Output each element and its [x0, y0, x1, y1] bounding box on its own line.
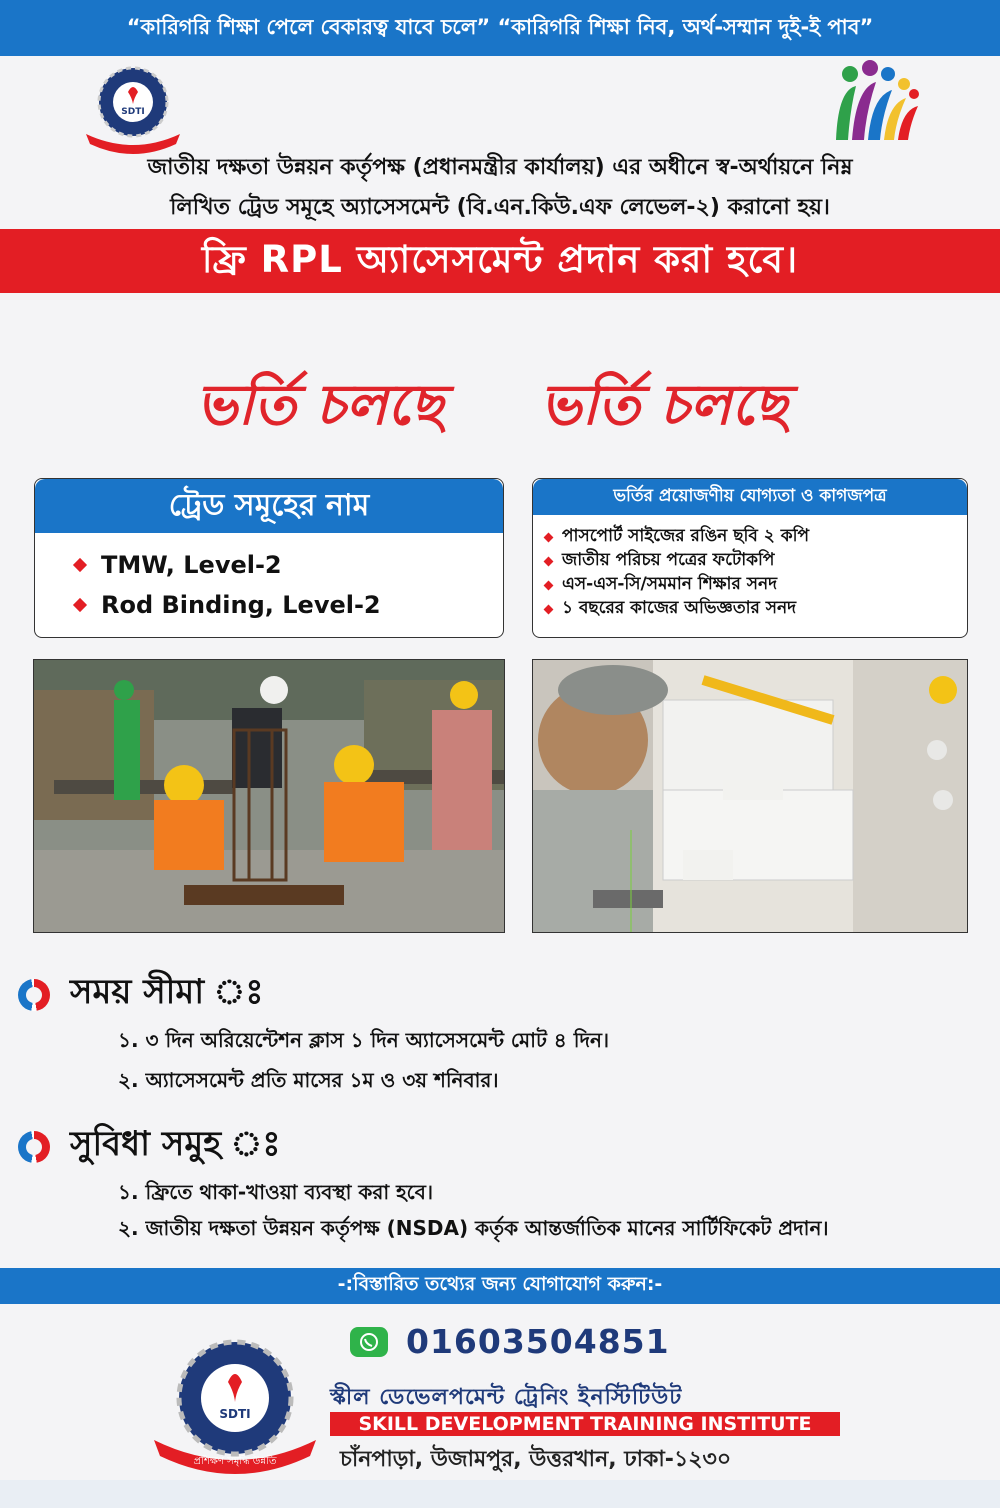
- diamond-bullet-icon: [544, 604, 554, 614]
- benefit-item-2: ২. জাতীয় দক্ষতা উন্নয়ন কর্তৃপক্ষ (NSDA) কর্তৃক আন্তর্জাতিক মানের সার্টিফিকেট প্রদান।: [118, 1216, 829, 1240]
- diamond-bullet-icon: [544, 532, 554, 542]
- benefit-item-1: ১. ফ্রিতে থাকা-খাওয়া ব্যবস্থা করা হবে।: [118, 1180, 434, 1204]
- contact-banner: [0, 1268, 1000, 1304]
- footer-strip: [0, 1480, 1000, 1508]
- admission-left: ভর্তি চলছে: [196, 372, 444, 438]
- institute-name-en: [330, 1412, 840, 1436]
- diamond-bullet-icon: [73, 558, 87, 572]
- tiling-photo: [532, 659, 968, 933]
- free-rpl-banner: [0, 229, 1000, 293]
- whatsapp-icon: [350, 1327, 388, 1357]
- duration-item-1: ১. ৩ দিন অরিয়েন্টেশন ক্লাস ১ দিন অ্যাসেসমেন্ট মোট ৪ দিন।: [118, 1028, 610, 1052]
- requirement-label: জাতীয় পরিচয় পত্রের ফটোকপি: [562, 550, 775, 570]
- requirement-item-1: [545, 525, 967, 549]
- intro-line-1: জাতীয় দক্ষতা উন্নয়ন কর্তৃপক্ষ (প্রধানমন্ত্রীর কার্যালয়) এর অধীনে স্ব-অর্থায়নে নিম্ন: [147, 155, 853, 180]
- benefits-title: সুবিধা সমুহ ঃ: [70, 1124, 281, 1164]
- requirement-item-2: [545, 549, 967, 573]
- contact-banner-text: -:বিস্তারিত তথ্যের জন্য যোগাযোগ করুন:-: [337, 1273, 663, 1295]
- institute-address: চাঁনপাড়া, উজামপুর, উত্তরখান, ঢাকা-১২৩০: [340, 1447, 732, 1472]
- intro-text: [20, 148, 980, 228]
- family-logo: [830, 60, 922, 150]
- institute-name-en-text: SKILL DEVELOPMENT TRAINING INSTITUTE: [358, 1413, 812, 1435]
- admission-right: ভর্তি চলছে: [540, 372, 788, 438]
- sdti-banner-text: প্রশিক্ষণ সমৃদ্ধি উন্নতি: [193, 1456, 277, 1467]
- sdti-logo: [78, 64, 188, 154]
- sdti-logo-bottom: [150, 1330, 320, 1480]
- diamond-bullet-icon: [544, 580, 554, 590]
- intro-line-2: লিখিত ট্রেড সমূহে অ্যাসেসমেন্ট (বি.এন.কিউ.এফ লেভেল-২) করানো হয়।: [170, 195, 830, 220]
- slogan-bar: [0, 0, 1000, 56]
- diamond-bullet-icon: [73, 598, 87, 612]
- phone-contact[interactable]: [350, 1322, 670, 1361]
- sdti-abbr: SDTI: [121, 107, 145, 117]
- requirement-item-4: [545, 597, 967, 621]
- requirement-label: এস-এস-সি/সমমান শিক্ষার সনদ: [562, 574, 778, 594]
- requirements-box: [532, 478, 968, 638]
- duration-title: সময় সীমা ঃ: [70, 972, 264, 1012]
- institute-name-bn: স্কীল ডেভেলপমেন্ট ট্রেনিং ইনস্টিটিউট: [330, 1385, 683, 1410]
- trades-list: [35, 533, 503, 625]
- trades-title: ট্রেড সমূহের নাম: [35, 479, 503, 533]
- sdti-abbr: SDTI: [219, 1407, 251, 1421]
- slogan-text: “কারিগরি শিক্ষা পেলে বেকারত্ব যাবে চলে” “কারিগরি শিক্ষা নিব, অর্থ-সম্মান দুই-ই পাব”: [126, 14, 874, 39]
- trade-item-label: TMW, Level-2: [101, 551, 282, 579]
- requirements-list: [533, 515, 967, 621]
- workshop-photo: [33, 659, 505, 933]
- trade-item-2: [75, 585, 503, 625]
- benefits-section-title: [18, 1118, 280, 1175]
- free-rpl-text: ফ্রি RPL অ্যাসেসমেন্ট প্রদান করা হবে।: [201, 237, 799, 281]
- duration-section-title: [18, 966, 264, 1023]
- requirement-label: পাসপোর্ট সাইজের রঙিন ছবি ২ কপি: [562, 526, 810, 546]
- requirements-title: ভর্তির প্রয়োজণীয় যোগ্যতা ও কাগজপত্র: [533, 479, 967, 515]
- trade-item-label: Rod Binding, Level-2: [101, 591, 381, 619]
- requirement-item-3: [545, 573, 967, 597]
- trade-item-1: [75, 545, 503, 585]
- ring-bullet-icon: [18, 1131, 50, 1163]
- diamond-bullet-icon: [544, 556, 554, 566]
- trades-box: [34, 478, 504, 638]
- ring-bullet-icon: [18, 979, 50, 1011]
- phone-number: 01603504851: [406, 1322, 670, 1361]
- duration-item-2: ২. অ্যাসেসমেন্ট প্রতি মাসের ১ম ও ৩য় শনিবার।: [118, 1068, 499, 1092]
- requirement-label: ১ বছরের কাজের অভিজ্ঞতার সনদ: [562, 598, 797, 618]
